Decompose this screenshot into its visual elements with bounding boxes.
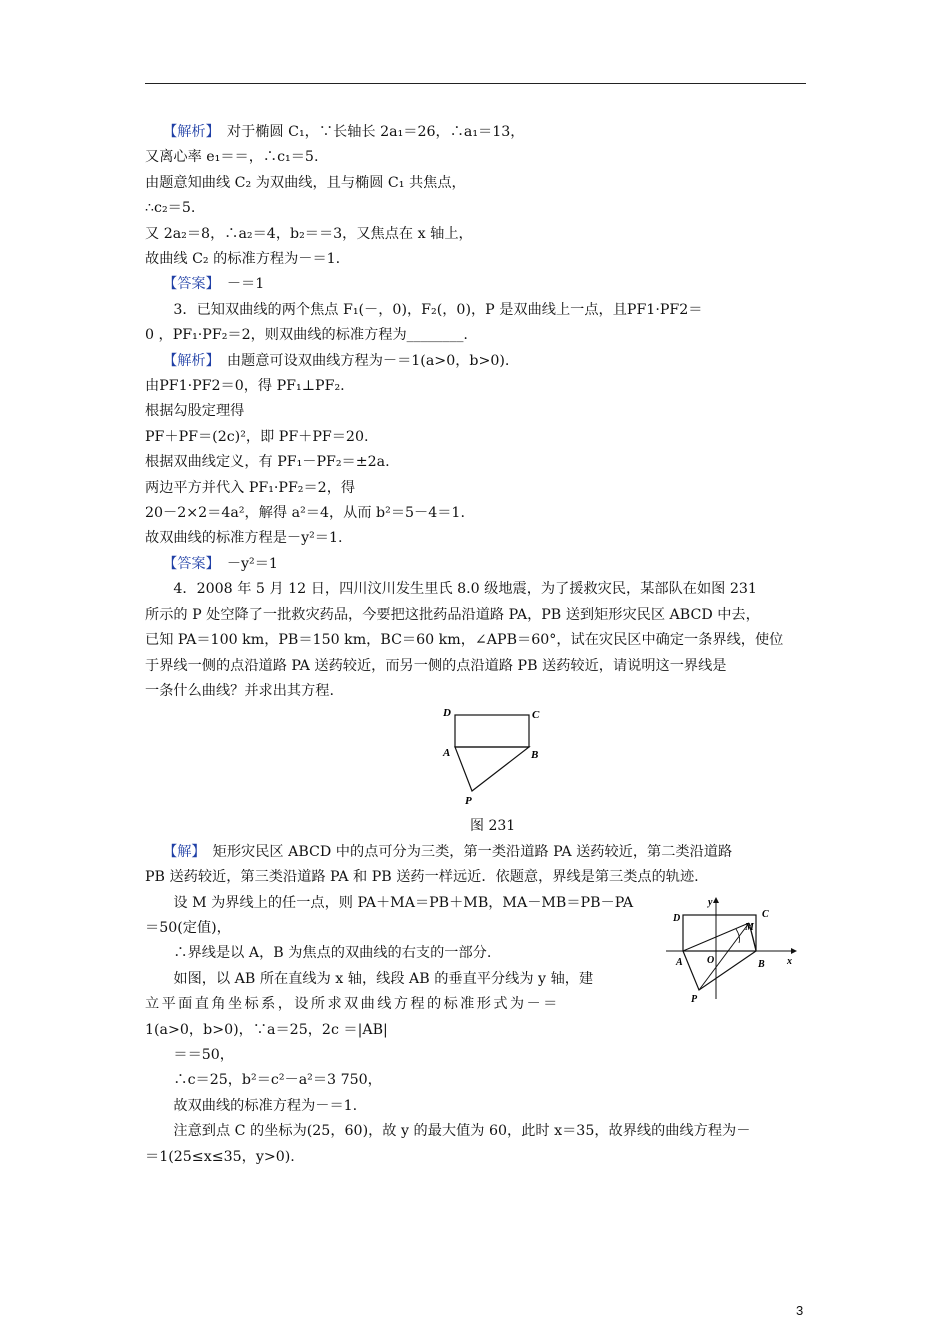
- text-line: 故曲线 C₂ 的标准方程为－＝1.: [145, 251, 341, 267]
- triangle-apb: [455, 747, 529, 791]
- page-number: 3: [796, 1303, 804, 1318]
- question-4-line-2: 所示的 P 处空降了一批救灾药品，今要把这批药品沿道路 PA，PB 送到矩形灾民区 ABCD 中去，: [145, 607, 760, 623]
- text-line: 故双曲线的标准方程为－＝1.: [145, 1098, 358, 1114]
- answer-tag: 【答案】: [163, 276, 213, 292]
- text-line: ＝1(25≤x≤35，y>0).: [145, 1149, 295, 1165]
- text-line: PF＋PF＝(2c)²，即 PF＋PF＝20.: [145, 429, 369, 445]
- y-axis-arrow: [713, 897, 719, 903]
- label-o: O: [707, 955, 715, 966]
- text-line: 1(a>0，b>0)，∵a＝25，2c ＝|AB|: [145, 1022, 388, 1038]
- analysis-line-1: 【解析】 对于椭圆 C₁，∵长轴长 2a₁＝26，∴a₁＝13，: [163, 124, 525, 140]
- solution-line-1: 【解】 矩形灾民区 ABCD 中的点可分为三类，第一类沿道路 PA 送药较近，第二类沿道路: [163, 844, 733, 860]
- figure-231: [437, 703, 547, 809]
- question-4-line-5: 一条什么曲线？并求出其方程.: [145, 683, 334, 699]
- label-a: A: [443, 747, 451, 759]
- text-line: 设 M 为界线上的任一点，则 PA＋MA＝PB＋MB，MA－MB＝PB－PA: [145, 895, 634, 911]
- text-line: 又离心率 e₁＝＝，∴c₁＝5.: [145, 149, 319, 165]
- angle-arc: [736, 929, 740, 943]
- answer-line: 【答案】 －＝1: [163, 276, 265, 292]
- text-line: PB 送药较近，第三类沿道路 PA 和 PB 送药一样远近．依题意，界线是第三类点的轨迹.: [145, 869, 699, 885]
- label-p: P: [465, 795, 472, 807]
- label-a: A: [676, 957, 683, 968]
- figure-coordinate-system: [656, 895, 802, 1005]
- text-line: ∴c＝25，b²＝c²－a²＝3 750，: [145, 1072, 382, 1088]
- label-b: B: [531, 749, 539, 761]
- label-c: C: [532, 709, 540, 721]
- label-c: C: [762, 909, 769, 920]
- text-line: 20－2×2＝4a²，解得 a²＝4，从而 b²＝5－4＝1.: [145, 505, 465, 521]
- solution-tag: 【解】: [163, 844, 199, 860]
- text-line: 两边平方并代入 PF₁·PF₂＝2，得: [145, 480, 356, 496]
- answer-tag: 【答案】: [163, 556, 213, 572]
- question-4-line-4: 于界线一侧的点沿道路 PA 送药较近，而另一侧的点沿道路 PB 送药较近，请说明这一界线是: [145, 658, 727, 674]
- question-3-line-2: 0 ，PF₁·PF₂＝2，则双曲线的标准方程为________.: [145, 327, 468, 343]
- label-p: P: [691, 994, 698, 1005]
- paths-pa-pb: [683, 951, 756, 990]
- analysis-tag: 【解析】: [163, 124, 213, 140]
- label-d: D: [673, 913, 681, 924]
- question-4-line-1: 4．2008 年 5 月 12 日，四川汶川发生里氏 8.0 级地震，为了援救灾民，某部队在如图 231: [145, 581, 757, 597]
- text-line: 根据勾股定理得: [145, 403, 245, 419]
- label-b: B: [758, 959, 765, 970]
- text-line: ＝＝50，: [145, 1047, 234, 1063]
- analysis-tag: 【解析】: [163, 353, 213, 369]
- rectangle-abcd: [683, 915, 756, 951]
- label-x: x: [787, 956, 792, 967]
- text-line: 根据双曲线定义，有 PF₁－PF₂＝±2a.: [145, 454, 390, 470]
- label-m: M: [745, 922, 754, 933]
- label-d: D: [443, 707, 451, 719]
- text-line: ∴界线是以 A，B 为焦点的双曲线的右支的一部分.: [145, 945, 492, 961]
- text-line: 注意到点 C 的坐标为(25，60)，故 y 的最大值为 60，此时 x＝35，故界线的曲线方程为－: [145, 1123, 751, 1139]
- text-line: 如图，以 AB 所在直线为 x 轴，线段 AB 的垂直平分线为 y 轴，建: [145, 971, 594, 987]
- x-axis-arrow: [791, 948, 797, 954]
- question-4-line-3: 已知 PA＝100 km，PB＝150 km，BC＝60 km，∠APB＝60°，试在灾民区中确定一条界线，使位: [145, 632, 784, 648]
- rectangle-abcd: [455, 715, 529, 747]
- text-line: 由PF1·PF2＝0，得 PF₁⊥PF₂.: [145, 378, 345, 394]
- text-line: 故双曲线的标准方程是－y²＝1.: [145, 530, 343, 546]
- header-rule: [145, 83, 806, 84]
- text-line: 由题意知曲线 C₂ 为双曲线，且与椭圆 C₁ 共焦点，: [145, 175, 466, 191]
- text-line: 立平面直角坐标系，设所求双曲线方程的标准形式为－＝: [145, 996, 560, 1012]
- text-line: 又 2a₂＝8，∴a₂＝4，b₂＝＝3，又焦点在 x 轴上，: [145, 226, 473, 242]
- answer-line: 【答案】 －y²＝1: [163, 556, 278, 572]
- text-line: ＝50(定值)，: [145, 920, 231, 936]
- question-3-line-1: 3．已知双曲线的两个焦点 F₁(－，0)，F₂(，0)，P 是双曲线上一点，且PF1·PF2＝: [145, 302, 703, 318]
- label-y: y: [708, 897, 713, 908]
- text-line: ∴c₂＝5.: [145, 200, 196, 216]
- analysis-line-2: 【解析】 由题意可设双曲线方程为－＝1(a>0，b>0).: [163, 353, 510, 369]
- figure-caption: 图 231: [470, 818, 516, 834]
